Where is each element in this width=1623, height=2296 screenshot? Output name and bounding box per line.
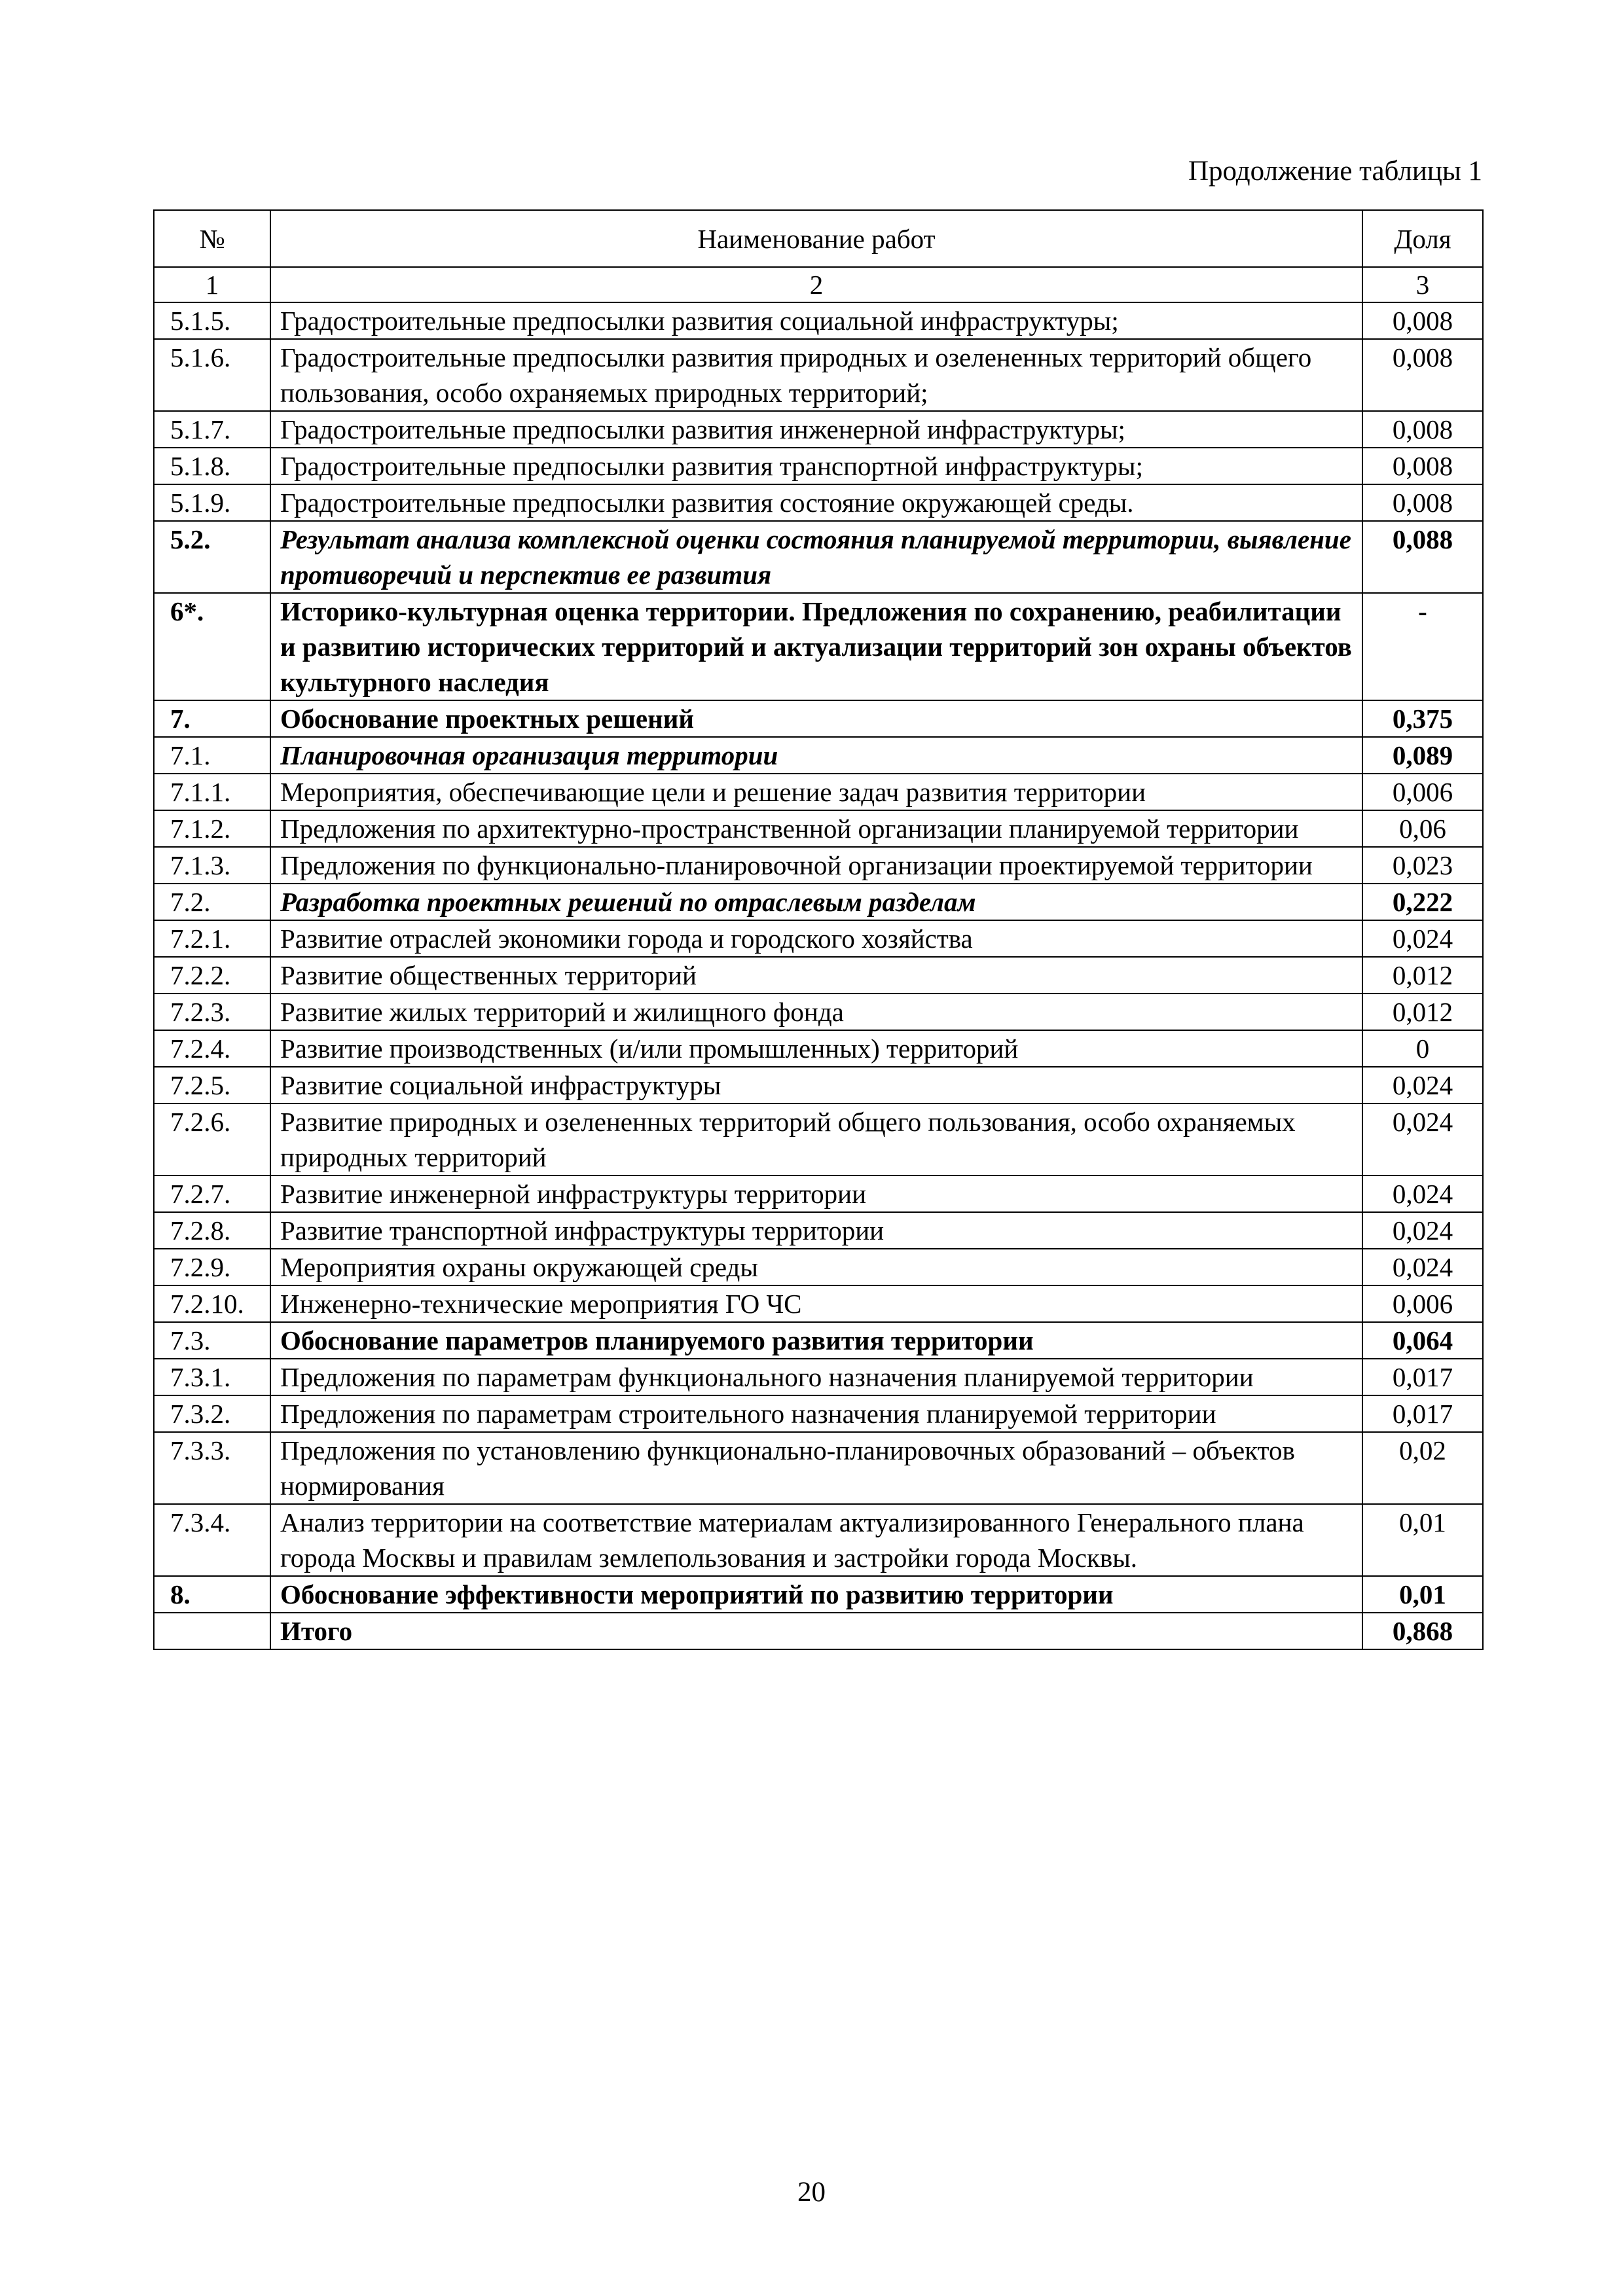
table-row <box>154 411 1483 448</box>
table-row <box>154 700 1483 737</box>
row-work-name: Градостроительные предпосылки развития природных и озелененных территорий общего пользования, особо охраняемых природных территорий; <box>270 339 1362 411</box>
table-row <box>154 448 1483 484</box>
row-work-name: Предложения по архитектурно-пространственной организации планируемой территории <box>270 810 1362 847</box>
row-share: 0,008 <box>1362 484 1483 521</box>
row-work-name: Развитие природных и озелененных территорий общего пользования, особо охраняемых природных территорий <box>270 1103 1362 1175</box>
table-row <box>154 593 1483 700</box>
row-share: 0,024 <box>1362 1067 1483 1103</box>
row-share: 0,222 <box>1362 884 1483 920</box>
row-work-name: Обоснование параметров планируемого развития территории <box>270 1322 1362 1359</box>
row-share: 0,008 <box>1362 302 1483 339</box>
table-row <box>154 1212 1483 1249</box>
row-number: 7.3.3. <box>154 1432 270 1504</box>
row-share: 0,006 <box>1362 774 1483 810</box>
row-share: 0,024 <box>1362 1175 1483 1212</box>
row-share: 0 <box>1362 1030 1483 1067</box>
row-share: 0,017 <box>1362 1395 1483 1432</box>
row-number: 7.2.9. <box>154 1249 270 1285</box>
header-number: № <box>154 210 270 267</box>
row-number: 7.2.6. <box>154 1103 270 1175</box>
row-share: 0,012 <box>1362 957 1483 994</box>
table-header-row <box>154 210 1483 267</box>
row-share: 0,008 <box>1362 411 1483 448</box>
row-number: 7.2.2. <box>154 957 270 994</box>
table-row <box>154 484 1483 521</box>
row-number: 7.2. <box>154 884 270 920</box>
row-work-name: Результат анализа комплексной оценки состояния планируемой территории, выявление противоречий и перспектив ее развития <box>270 521 1362 593</box>
row-work-name: Обоснование эффективности мероприятий по развитию территории <box>270 1576 1362 1613</box>
row-share: 0,375 <box>1362 700 1483 737</box>
row-share: 0,089 <box>1362 737 1483 774</box>
row-number: 7. <box>154 700 270 737</box>
row-share: 0,01 <box>1362 1504 1483 1576</box>
row-number: 7.1.2. <box>154 810 270 847</box>
row-work-name: Развитие отраслей экономики города и городского хозяйства <box>270 920 1362 957</box>
table-caption: Продолжение таблицы 1 <box>1188 156 1482 187</box>
table-row <box>154 1322 1483 1359</box>
table-row <box>154 1395 1483 1432</box>
row-share: 0,868 <box>1362 1613 1483 1649</box>
table-row <box>154 1067 1483 1103</box>
row-number: 5.1.9. <box>154 484 270 521</box>
row-share: 0,023 <box>1362 847 1483 884</box>
table-row <box>154 1613 1483 1649</box>
table-row <box>154 1103 1483 1175</box>
table-row <box>154 1030 1483 1067</box>
row-number: 7.3. <box>154 1322 270 1359</box>
table-row <box>154 1576 1483 1613</box>
table-row <box>154 737 1483 774</box>
row-work-name: Развитие транспортной инфраструктуры территории <box>270 1212 1362 1249</box>
row-share: 0,008 <box>1362 339 1483 411</box>
table-row <box>154 774 1483 810</box>
row-share: - <box>1362 593 1483 700</box>
row-number: 5.2. <box>154 521 270 593</box>
row-share: 0,02 <box>1362 1432 1483 1504</box>
row-share: 0,064 <box>1362 1322 1483 1359</box>
row-work-name: Обоснование проектных решений <box>270 700 1362 737</box>
works-table <box>153 209 1484 1650</box>
header-share: Доля <box>1362 210 1483 267</box>
row-number: 5.1.6. <box>154 339 270 411</box>
row-share: 0,012 <box>1362 994 1483 1030</box>
table-row <box>154 1285 1483 1322</box>
table-row <box>154 957 1483 994</box>
row-share: 0,024 <box>1362 1249 1483 1285</box>
row-work-name: Мероприятия охраны окружающей среды <box>270 1249 1362 1285</box>
row-work-name: Градостроительные предпосылки развития транспортной инфраструктуры; <box>270 448 1362 484</box>
row-number: 7.2.3. <box>154 994 270 1030</box>
row-work-name: Градостроительные предпосылки развития состояние окружающей среды. <box>270 484 1362 521</box>
row-work-name: Инженерно-технические мероприятия ГО ЧС <box>270 1285 1362 1322</box>
row-number: 7.3.1. <box>154 1359 270 1395</box>
row-work-name: Анализ территории на соответствие материалам актуализированного Генерального плана города Москвы и правилам землепользования и застройки города Москвы. <box>270 1504 1362 1576</box>
table-row <box>154 920 1483 957</box>
row-work-name: Итого <box>270 1613 1362 1649</box>
row-number: 7.2.4. <box>154 1030 270 1067</box>
table-row <box>154 994 1483 1030</box>
row-work-name: Предложения по параметрам функционального назначения планируемой территории <box>270 1359 1362 1395</box>
row-number: 7.2.10. <box>154 1285 270 1322</box>
table-row <box>154 1175 1483 1212</box>
table-row <box>154 1359 1483 1395</box>
row-number: 7.1. <box>154 737 270 774</box>
table-row <box>154 884 1483 920</box>
row-work-name: Предложения по функционально-планировочной организации проектируемой территории <box>270 847 1362 884</box>
row-number: 7.2.1. <box>154 920 270 957</box>
row-number: 7.2.8. <box>154 1212 270 1249</box>
row-number: 7.3.4. <box>154 1504 270 1576</box>
table-row <box>154 302 1483 339</box>
row-work-name: Градостроительные предпосылки развития инженерной инфраструктуры; <box>270 411 1362 448</box>
row-work-name: Развитие производственных (и/или промышленных) территорий <box>270 1030 1362 1067</box>
row-number: 8. <box>154 1576 270 1613</box>
row-number: 7.2.5. <box>154 1067 270 1103</box>
row-number: 7.3.2. <box>154 1395 270 1432</box>
row-share: 0,024 <box>1362 920 1483 957</box>
row-share: 0,06 <box>1362 810 1483 847</box>
column-numbers-row <box>154 267 1483 302</box>
table-body <box>154 302 1483 1649</box>
row-work-name: Мероприятия, обеспечивающие цели и решение задач развития территории <box>270 774 1362 810</box>
table-row <box>154 1504 1483 1576</box>
row-share: 0,017 <box>1362 1359 1483 1395</box>
table-row <box>154 339 1483 411</box>
table-row <box>154 810 1483 847</box>
table-row <box>154 1249 1483 1285</box>
row-share: 0,006 <box>1362 1285 1483 1322</box>
row-number: 5.1.8. <box>154 448 270 484</box>
row-work-name: Развитие жилых территорий и жилищного фонда <box>270 994 1362 1030</box>
table-row <box>154 1432 1483 1504</box>
row-work-name: Градостроительные предпосылки развития социальной инфраструктуры; <box>270 302 1362 339</box>
row-work-name: Развитие общественных территорий <box>270 957 1362 994</box>
row-work-name: Разработка проектных решений по отраслевым разделам <box>270 884 1362 920</box>
table-row <box>154 847 1483 884</box>
row-work-name: Развитие инженерной инфраструктуры территории <box>270 1175 1362 1212</box>
column-number-2: 2 <box>270 267 1362 302</box>
row-work-name: Историко-культурная оценка территории. Предложения по сохранению, реабилитации и развитию исторических территорий и актуализации территорий зон охраны объектов культурного наследия <box>270 593 1362 700</box>
row-share: 0,024 <box>1362 1212 1483 1249</box>
row-number: 7.2.7. <box>154 1175 270 1212</box>
row-work-name: Развитие социальной инфраструктуры <box>270 1067 1362 1103</box>
row-share: 0,01 <box>1362 1576 1483 1613</box>
row-share: 0,024 <box>1362 1103 1483 1175</box>
column-number-3: 3 <box>1362 267 1483 302</box>
row-number <box>154 1613 270 1649</box>
header-work-name: Наименование работ <box>270 210 1362 267</box>
row-number: 7.1.1. <box>154 774 270 810</box>
page-number: 20 <box>797 2177 826 2208</box>
row-number: 5.1.5. <box>154 302 270 339</box>
row-share: 0,088 <box>1362 521 1483 593</box>
row-number: 5.1.7. <box>154 411 270 448</box>
row-share: 0,008 <box>1362 448 1483 484</box>
column-number-1: 1 <box>154 267 270 302</box>
row-work-name: Предложения по параметрам строительного назначения планируемой территории <box>270 1395 1362 1432</box>
table-row <box>154 521 1483 593</box>
row-work-name: Предложения по установлению функционально-планировочных образований – объектов нормирования <box>270 1432 1362 1504</box>
row-number: 6*. <box>154 593 270 700</box>
row-number: 7.1.3. <box>154 847 270 884</box>
row-work-name: Планировочная организация территории <box>270 737 1362 774</box>
